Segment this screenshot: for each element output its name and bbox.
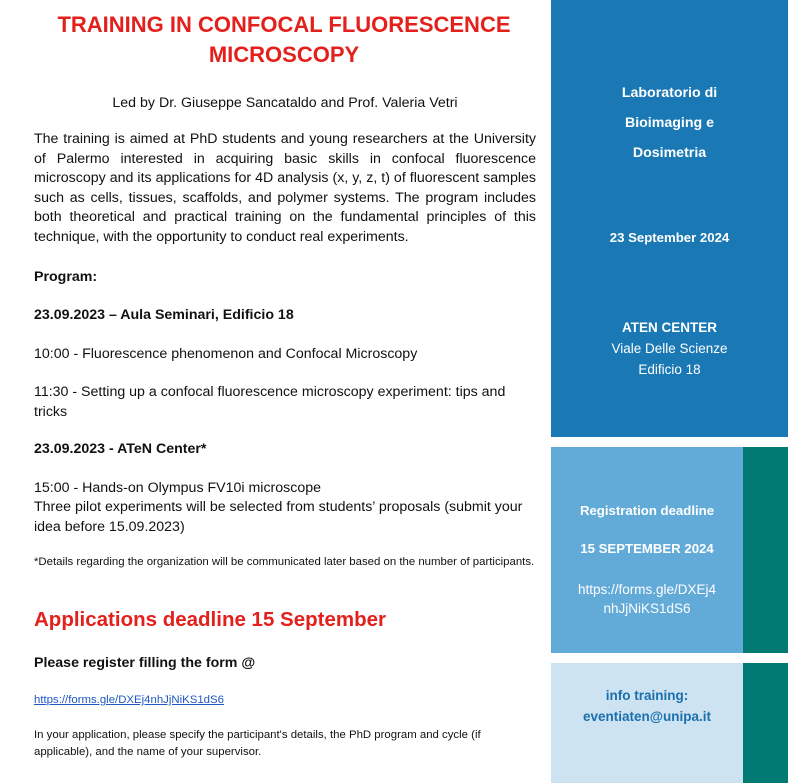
lab-name: [551, 78, 788, 168]
pilot-experiments-text: Three pilot experiments will be selected from students’ proposals (submit your idea before 15.09.2023): [34, 499, 523, 535]
page-title: [20, 10, 548, 70]
led-by: Led by Dr. Giuseppe Sancataldo and Prof. Valeria Vetri: [112, 95, 458, 111]
teal-accent-bar-bottom: [743, 663, 788, 783]
program-item-1130: 11:30 - Setting up a confocal fluorescence microscopy experiment: tips and tricks: [34, 384, 506, 420]
title-line-1: TRAINING IN CONFOCAL FLUORESCENCE: [57, 12, 511, 37]
registration-link-line-2[interactable]: nhJjNiKS1dS6: [603, 601, 691, 616]
registration-link-line-1[interactable]: https://forms.gle/DXEj4: [577, 582, 717, 597]
registration-panel: [551, 447, 743, 653]
footnote: *Details regarding the organization will be communicated later based on the number of participants.: [34, 556, 535, 568]
program-heading: Program:: [34, 269, 98, 285]
registration-label: Registration deadline: [579, 503, 715, 518]
venue-name: ATEN CENTER: [621, 320, 717, 335]
info-email[interactable]: eventiaten@unipa.it: [583, 709, 711, 724]
register-text: Please register filling the form @: [34, 655, 256, 671]
registration-link[interactable]: [551, 580, 743, 618]
info-panel: [551, 663, 743, 783]
registration-date: 15 SEPTEMBER 2024: [580, 541, 714, 556]
program-item-1000: 10:00 - Fluorescence phenomenon and Confocal Microscopy: [34, 346, 418, 362]
lab-name-line-3: Dosimetria: [632, 145, 707, 161]
session2-heading: 23.09.2023 - ATeN Center*: [34, 441, 207, 457]
session1-heading: 23.09.2023 – Aula Seminari, Edificio 18: [34, 307, 294, 323]
teal-accent-bar: [743, 447, 788, 653]
venue-building: Edificio 18: [638, 362, 701, 377]
info-contact: [551, 685, 743, 727]
applications-deadline: Applications deadline 15 September: [34, 608, 387, 631]
title-line-2: MICROSCOPY: [208, 42, 360, 67]
form-link[interactable]: https://forms.gle/DXEj4nhJjNiKS1dS6: [34, 694, 224, 706]
lab-name-line-2: Bioimaging e: [624, 115, 715, 131]
info-label: info training:: [605, 688, 689, 703]
event-date: 23 September 2024: [609, 230, 730, 245]
application-note: In your application, please specify the participant's details, the PhD program and cycle (if applicable), and the name of your supervisor.: [34, 729, 481, 758]
program-item-1500: 15:00 - Hands-on Olympus FV10i microscope: [34, 480, 322, 496]
venue-panel: [551, 0, 788, 437]
intro-paragraph: The training is aimed at PhD students and young researchers at the University of Palermo interested in acquiring basic skills in confocal fluorescence microscopy and its applications for 4D analysis (x, y, z, t) of fluorescent samples such as cells, tissues, scaffolds, and polymer systems. The program includes both theoretical and practical training on the fundamental principles of this technique, with the opportunity to conduct real experiments.: [34, 131, 536, 245]
lab-name-line-1: Laboratorio di: [621, 85, 718, 101]
venue-street: Viale Delle Scienze: [611, 341, 728, 356]
venue-address: [551, 317, 788, 380]
